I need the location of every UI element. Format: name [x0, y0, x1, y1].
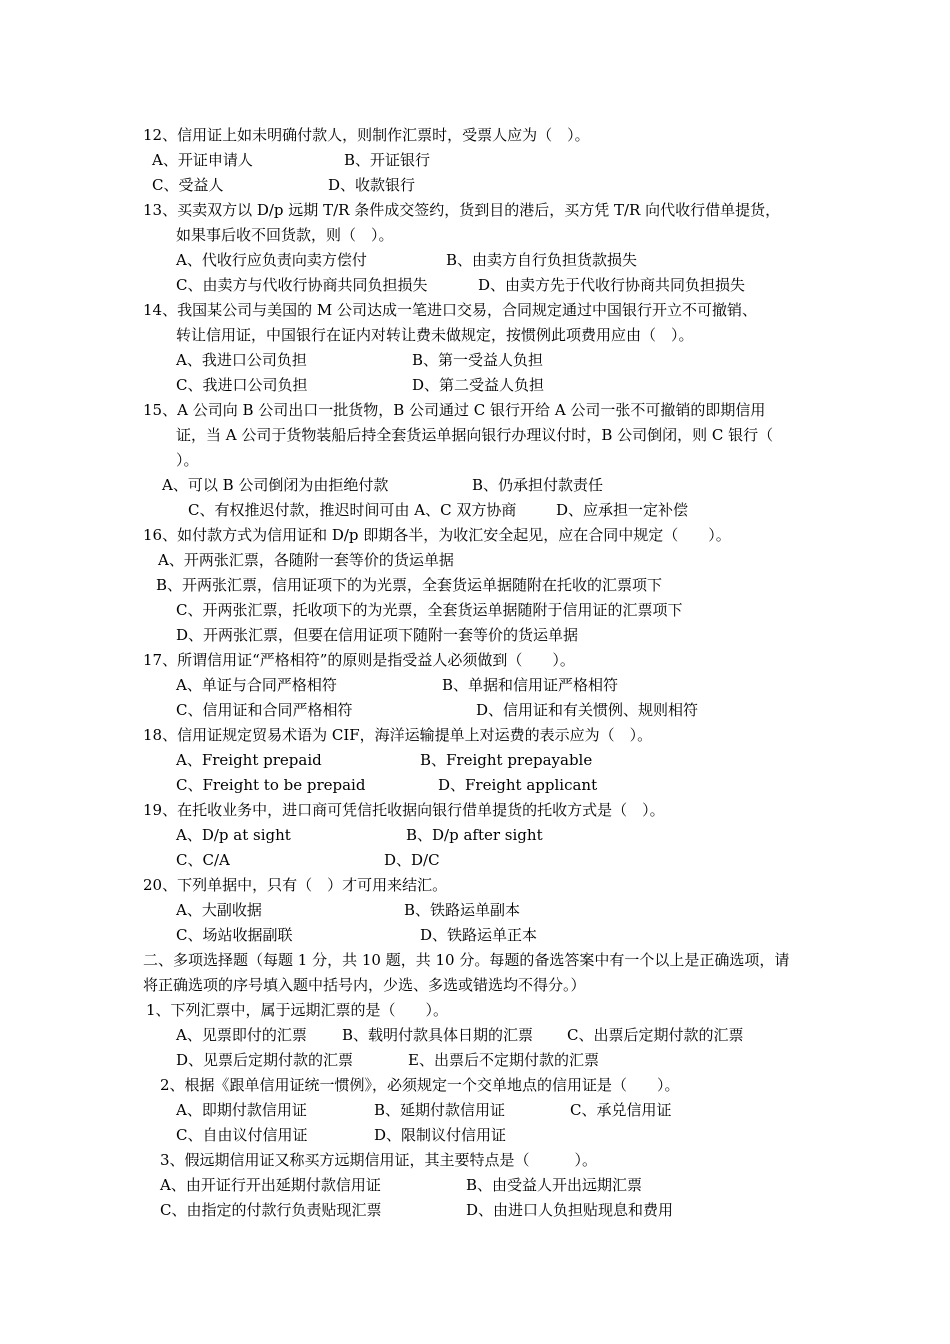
question-15-option-b: B、仍承担付款责任 — [472, 476, 604, 494]
question-14-stem: 14、我国某公司与美国的 M 公司达成一笔进口交易，合同规定通过中国银行开立不可撤销、 — [143, 301, 757, 319]
question-19-option-c: C、C/A — [176, 851, 230, 869]
question-13-option-b: B、由卖方自行负担货款损失 — [446, 251, 638, 269]
question-16-option-b: B、开两张汇票，信用证项下的为光票，全套货运单据随附在托收的汇票项下 — [156, 576, 663, 594]
multi-question-3-option-d: D、由进口人负担贴现息和费用 — [466, 1201, 674, 1219]
question-15-option-a: A、可以 B 公司倒闭为由拒绝付款 — [162, 476, 389, 494]
section-2-heading: 二、多项选择题（每题 1 分，共 10 题，共 10 分。每题的备选答案中有一个以上是正确选项，请 — [143, 951, 790, 969]
question-13-stem: 13、买卖双方以 D/p 远期 T/R 条件成交签约，货到目的港后，买方凭 T/R 向代收行借单提货， — [143, 201, 781, 219]
question-15-option-c: C、有权推迟付款，推迟时间可由 A、C 双方协商 — [188, 501, 517, 519]
question-14-option-c: C、我进口公司负担 — [176, 376, 308, 394]
question-19-option-a: A、D/p at sight — [176, 826, 291, 844]
question-15-stem: 15、A 公司向 B 公司出口一批货物，B 公司通过 C 银行开给 A 公司一张不可撤销的即期信用 — [143, 401, 766, 419]
question-16-option-d: D、开两张汇票，但要在信用证项下随附一套等价的货运单据 — [176, 626, 579, 644]
question-18-option-d: D、Freight applicant — [438, 776, 598, 794]
question-20-option-a: A、大副收据 — [176, 901, 262, 919]
multi-question-3-option-c: C、由指定的付款行负责贴现汇票 — [160, 1201, 382, 1219]
multi-question-1-option-d: D、见票后定期付款的汇票 — [176, 1051, 354, 1069]
question-19-stem: 19、在托收业务中，进口商可凭信托收据向银行借单提货的托收方式是（ ）。 — [143, 801, 665, 819]
question-19-option-b: B、D/p after sight — [406, 826, 543, 844]
question-15-stem-cont2: ）。 — [176, 451, 199, 469]
multi-question-2-option-c: C、承兑信用证 — [570, 1101, 672, 1119]
multi-question-1-option-e: E、出票后不定期付款的汇票 — [408, 1051, 599, 1069]
question-13-option-c: C、由卖方与代收行协商共同负担损失 — [176, 276, 428, 294]
question-15-stem-cont: 证，当 A 公司于货物装船后持全套货运单据向银行办理议付时，B 公司倒闭，则 C 银行（ — [176, 426, 774, 444]
multi-question-1-option-c: C、出票后定期付款的汇票 — [567, 1026, 744, 1044]
question-14-option-d: D、第二受益人负担 — [412, 376, 545, 394]
question-12-option-c: C、受益人 — [152, 176, 224, 194]
question-13-option-d: D、由卖方先于代收行协商共同负担损失 — [478, 276, 746, 294]
question-16-option-c: C、开两张汇票，托收项下的为光票，全套货运单据随附于信用证的汇票项下 — [176, 601, 683, 619]
multi-question-2-option-b: B、延期付款信用证 — [374, 1101, 506, 1119]
question-18-option-a: A、Freight prepaid — [176, 751, 322, 769]
multi-question-2-stem: 2、根据《跟单信用证统一惯例》，必须规定一个交单地点的信用证是（ ）。 — [160, 1076, 680, 1094]
multi-question-1-option-b: B、载明付款具体日期的汇票 — [342, 1026, 534, 1044]
question-16-option-a: A、开两张汇票，各随附一套等价的货运单据 — [158, 551, 454, 569]
question-17-stem: 17、所谓信用证“严格相符”的原则是指受益人必须做到（ ）。 — [143, 651, 575, 669]
multi-question-2-option-d: D、限制议付信用证 — [374, 1126, 507, 1144]
multi-question-2-option-c2: C、自由议付信用证 — [176, 1126, 308, 1144]
question-13-option-a: A、代收行应负责向卖方偿付 — [176, 251, 367, 269]
question-16-stem: 16、如付款方式为信用证和 D/p 即期各半，为收汇安全起见，应在合同中规定（ ）。 — [143, 526, 731, 544]
question-12-stem: 12、信用证上如未明确付款人，则制作汇票时，受票人应为（ ）。 — [143, 126, 590, 144]
question-14-stem-cont: 转让信用证，中国银行在证内对转让费未做规定，按惯例此项费用应由（ ）。 — [176, 326, 694, 344]
multi-question-3-stem: 3、假远期信用证又称买方远期信用证，其主要特点是（ ）。 — [160, 1151, 598, 1169]
question-17-option-b: B、单据和信用证严格相符 — [442, 676, 619, 694]
question-20-option-b: B、铁路运单副本 — [404, 901, 521, 919]
question-18-option-c: C、Freight to be prepaid — [176, 776, 366, 794]
question-18-option-b: B、Freight prepayable — [420, 751, 593, 769]
multi-question-2-option-a: A、即期付款信用证 — [176, 1101, 307, 1119]
question-17-option-a: A、单证与合同严格相符 — [176, 676, 337, 694]
question-12-option-b: B、开证银行 — [344, 151, 431, 169]
multi-question-3-option-b: B、由受益人开出远期汇票 — [466, 1176, 643, 1194]
question-13-stem-cont: 如果事后收不回货款，则（ ）。 — [176, 226, 394, 244]
question-17-option-c: C、信用证和合同严格相符 — [176, 701, 353, 719]
question-20-option-d: D、铁路运单正本 — [420, 926, 538, 944]
multi-question-3-option-a: A、由开证行开出延期付款信用证 — [160, 1176, 381, 1194]
multi-question-1-stem: 1、下列汇票中，属于远期汇票的是（ ）。 — [146, 1001, 449, 1019]
question-14-option-a: A、我进口公司负担 — [176, 351, 307, 369]
question-12-option-d: D、收款银行 — [328, 176, 416, 194]
section-2-instructions: 将正确选项的序号填入题中括号内，少选、多选或错选均不得分。） — [143, 976, 586, 994]
question-17-option-d: D、信用证和有关惯例、规则相符 — [476, 701, 699, 719]
question-20-stem: 20、下列单据中，只有（ ）才可用来结汇。 — [143, 876, 448, 894]
question-18-stem: 18、信用证规定贸易术语为 CIF，海洋运输提单上对运费的表示应为（ ）。 — [143, 726, 653, 744]
question-19-option-d: D、D/C — [384, 851, 440, 869]
question-15-option-d: D、应承担一定补偿 — [556, 501, 689, 519]
multi-question-1-option-a: A、见票即付的汇票 — [176, 1026, 307, 1044]
question-20-option-c: C、场站收据副联 — [176, 926, 293, 944]
question-14-option-b: B、第一受益人负担 — [412, 351, 544, 369]
question-12-option-a: A、开证申请人 — [152, 151, 253, 169]
